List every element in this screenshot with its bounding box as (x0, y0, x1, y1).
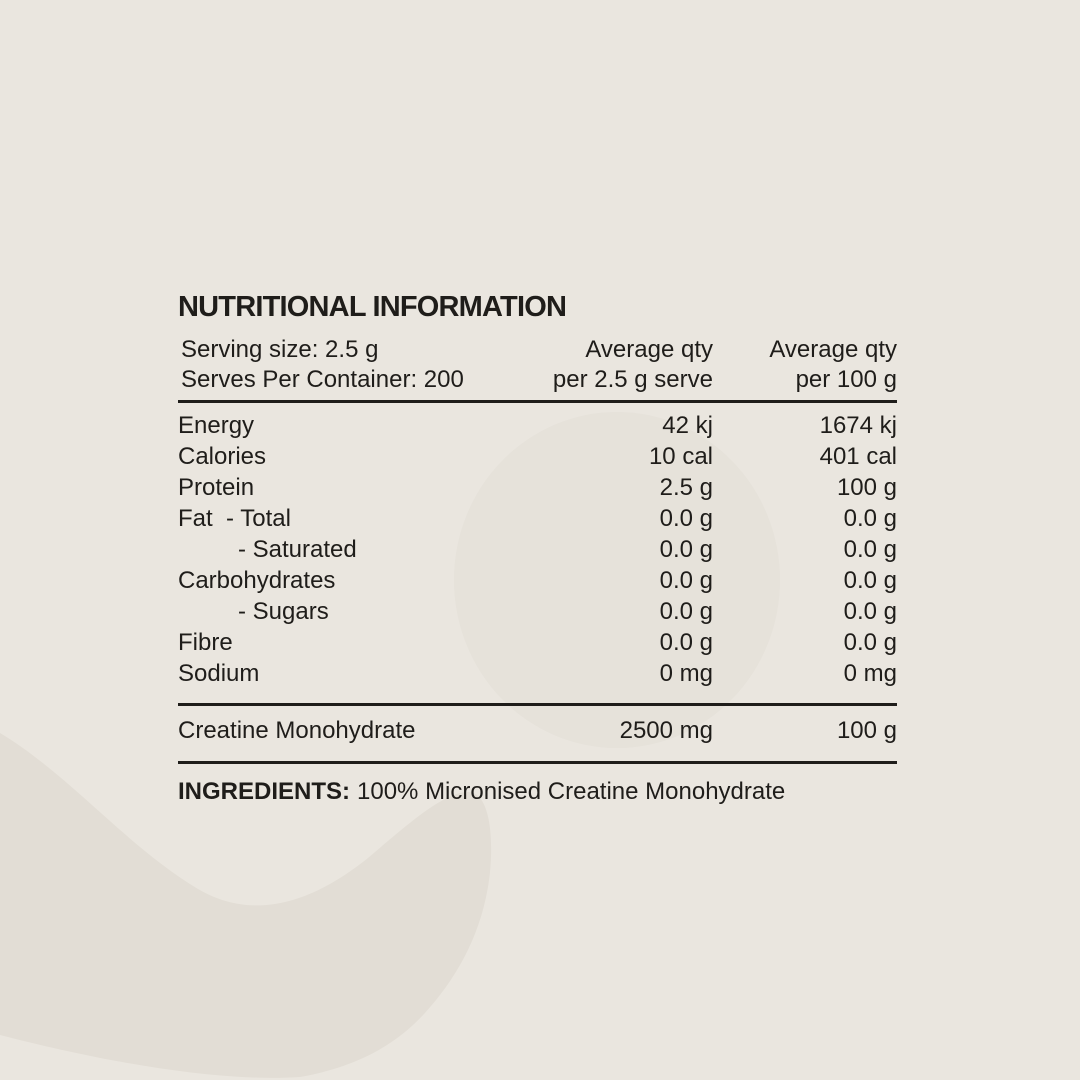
table-row (178, 410, 897, 441)
table-row-per-serve: 10 cal (648, 443, 713, 470)
ingredients-line (178, 777, 897, 807)
serving-info (178, 335, 535, 395)
table-row-per-serve: 0.0 g (659, 536, 713, 563)
serves-per-container: Serves Per Container: 200 (181, 366, 464, 393)
table-row (178, 472, 897, 503)
table-row-per-100g: 0 mg (843, 660, 897, 687)
divider-bottom (178, 761, 897, 764)
nutrition-rows (178, 403, 897, 698)
table-row-per-serve: 0.0 g (659, 629, 713, 656)
table-row (178, 658, 897, 689)
table-row (178, 441, 897, 472)
table-row (178, 627, 897, 658)
column-header-per-100g (713, 335, 897, 395)
table-row-per-100g: 0.0 g (843, 567, 897, 594)
column-header-per-serve-line2: per 2.5 g serve (552, 366, 713, 393)
table-row-per-100g: 100 g (836, 474, 897, 501)
table-row-per-100g: 0.0 g (843, 629, 897, 656)
table-row-label: Carbohydrates (178, 567, 336, 594)
column-header-per-serve (535, 335, 713, 395)
table-row (178, 565, 897, 596)
serving-size: Serving size: 2.5 g (181, 336, 379, 363)
table-row (178, 503, 897, 534)
creatine-row-per-serve: 2500 mg (619, 717, 713, 744)
column-header-per-serve-line1: Average qty (585, 336, 713, 363)
table-row-label: Protein (178, 474, 255, 501)
table-row-label: Sodium (178, 660, 260, 687)
table-row-per-100g: 401 cal (819, 443, 897, 470)
table-row-per-serve: 0.0 g (659, 567, 713, 594)
table-row-per-100g: 0.0 g (843, 505, 897, 532)
table-row-per-100g: 0.0 g (843, 536, 897, 563)
table-row-per-serve: 2.5 g (659, 474, 713, 501)
table-row-per-serve: 0.0 g (659, 598, 713, 625)
panel-title: NUTRITIONAL INFORMATION (178, 291, 567, 323)
nutrition-panel (178, 291, 897, 807)
table-row-label: - Sugars (238, 598, 329, 625)
table-row-per-serve: 0 mg (659, 660, 713, 687)
table-row-label: Calories (178, 443, 267, 470)
table-row-label: Fibre (178, 629, 233, 656)
ingredients-text: 100% Micronised Creatine Monohydrate (357, 778, 786, 805)
table-row-per-100g: 1674 kj (819, 412, 897, 439)
table-header (178, 335, 897, 395)
table-row-per-100g: 0.0 g (843, 598, 897, 625)
table-row-per-serve: 42 kj (662, 412, 713, 439)
table-row-per-serve: 0.0 g (659, 505, 713, 532)
creatine-row-per-100g: 100 g (836, 717, 897, 744)
ingredients-label: INGREDIENTS: (178, 778, 351, 805)
table-row-label: Energy (178, 412, 255, 439)
table-row (178, 596, 897, 627)
table-row (178, 534, 897, 565)
creatine-row-label: Creatine Monohydrate (178, 717, 416, 744)
table-row-label: - Saturated (238, 536, 357, 563)
creatine-row (178, 706, 897, 756)
column-header-per-100g-line2: per 100 g (795, 366, 897, 393)
table-row-label: Fat - Total (178, 505, 291, 532)
column-header-per-100g-line1: Average qty (769, 336, 897, 363)
